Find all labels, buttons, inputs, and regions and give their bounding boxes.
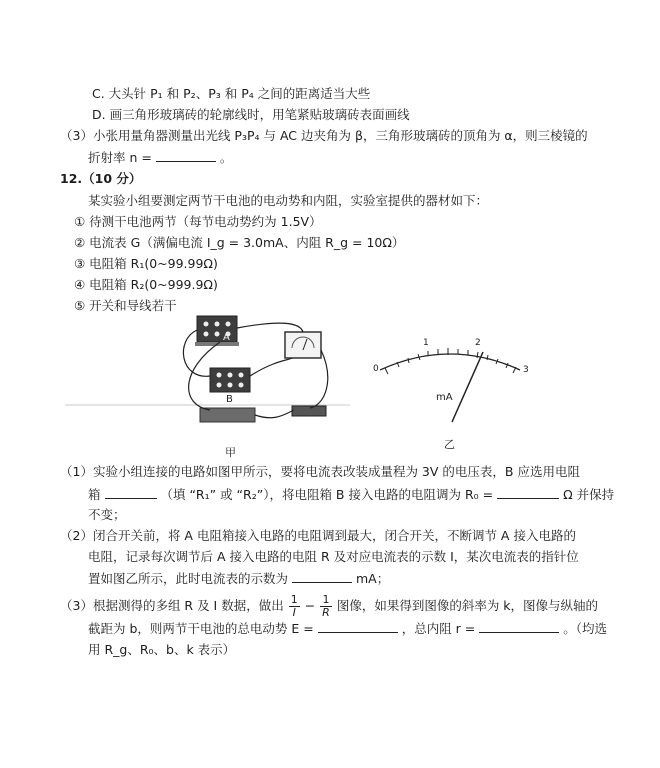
period: 。 — [219, 150, 233, 165]
part-1-text: Ω 并保持 — [563, 487, 615, 502]
wire — [255, 410, 294, 418]
equipment-item-1: ① 待测干电池两节（每节电动势约为 1.5V） — [74, 214, 322, 229]
part-1-text: （填 “R₁” 或 “R₂”），将电阻箱 B 接入电路的电阻调为 R₀ = — [160, 487, 494, 502]
part-1-line-3: 不变； — [88, 507, 126, 522]
question-3-text: （3）小张用量角器测量出光线 P₃P₄ 与 AC 边夹角为 β，三角形玻璃砖的顶角为 α，则三棱镜的 — [60, 128, 588, 143]
question-12-heading: 12.（10 分） — [60, 171, 142, 186]
answer-blank-r[interactable] — [479, 620, 559, 633]
answer-blank-emf[interactable] — [318, 620, 398, 633]
dial-tick-2: 2 — [475, 338, 481, 348]
answer-blank-n[interactable] — [156, 149, 216, 162]
part-2-line-3 — [88, 570, 389, 587]
dial-tick-3: 3 — [523, 365, 529, 375]
wire — [250, 358, 292, 376]
dial-tick-0: 0 — [373, 364, 379, 374]
ammeter — [285, 332, 321, 358]
part-2-line-2: 电阻，记录每次调节后 A 接入电路的电阻 R 及对应电流表的示数 I，某次电流表的指针位 — [88, 549, 579, 564]
caption-jia: 甲 — [225, 446, 236, 459]
caption-yi: 乙 — [444, 438, 455, 451]
fraction-1-over-i: $\frac{1}{I}$ — [290, 593, 298, 619]
part-1-line-1: （1）实验小组连接的电路如图甲所示，要将电流表改装成量程为 3V 的电压表，B 应选用电阻 — [60, 464, 580, 479]
part-3-text: 图像，如果得到图像的斜率为 k，图像与纵轴的 — [336, 598, 599, 613]
resistor-box-b — [210, 368, 250, 392]
label-a: A — [223, 332, 230, 343]
refraction-label: 折射率 n = — [88, 150, 152, 165]
option-c: C. 大头针 P₁ 和 P₂、P₃ 和 P₄ 之间的距离适当大些 — [92, 86, 371, 101]
dial-tick-1: 1 — [423, 338, 429, 348]
resistor-box-a — [195, 316, 239, 346]
part-2-text: 置如图乙所示，此时电流表的示数为 — [88, 571, 289, 586]
part-3-line-3: 用 R_g、R₀、b、k 表示） — [88, 642, 236, 657]
equipment-item-5: ⑤ 开关和导线若干 — [74, 298, 177, 313]
part-3-text: ，总内阻 r = — [401, 621, 476, 636]
fraction-1-over-r: $\frac{1}{R}$ — [322, 593, 330, 619]
question-12-intro: 某实验小组要测定两节干电池的电动势和内阻，实验室提供的器材如下： — [88, 193, 489, 208]
part-2-line-1: （2）闭合开关前，将 A 电阻箱接入电路的电阻调到最大，闭合开关，不断调节 A 接入电路的 — [60, 528, 576, 543]
figure-jia-circuit — [60, 310, 360, 460]
part-3-text: 。（均选 — [563, 621, 607, 636]
part-1-line-2 — [88, 486, 614, 503]
answer-blank-resistor[interactable] — [105, 486, 157, 499]
option-d: D. 画三角形玻璃砖的轮廓线时，用笔紧贴玻璃砖表面画线 — [92, 107, 410, 122]
dial-arc — [380, 354, 520, 370]
label-b: B — [226, 394, 233, 405]
part-2-text: mA； — [355, 571, 390, 586]
equipment-item-3: ③ 电阻箱 R₁(0~99.99Ω) — [74, 256, 218, 271]
part-3-text: （3）根据测得的多组 R 及 I 数据，做出 — [60, 598, 284, 613]
wire — [237, 323, 303, 332]
part-3-line-2 — [88, 620, 607, 637]
answer-blank-current[interactable] — [292, 570, 352, 583]
part-1-text: 箱 — [88, 487, 101, 502]
answer-blank-r0[interactable] — [497, 486, 559, 499]
part-3-line-1 — [60, 594, 598, 619]
dial-unit: mA — [436, 392, 453, 403]
part-3-text: 截距为 b，则两节干电池的总电动势 E = — [88, 621, 314, 636]
equipment-item-4: ④ 电阻箱 R₂(0~999.9Ω) — [74, 277, 218, 292]
figure-yi-dial — [370, 330, 540, 455]
switch — [292, 406, 326, 416]
question-3-answer-line — [88, 149, 232, 166]
minus-sign: − — [304, 598, 316, 613]
dial-needle — [452, 352, 483, 422]
equipment-item-2: ② 电流表 G（满偏电流 I_g = 3.0mA、内阻 R_g = 10Ω） — [74, 235, 405, 250]
